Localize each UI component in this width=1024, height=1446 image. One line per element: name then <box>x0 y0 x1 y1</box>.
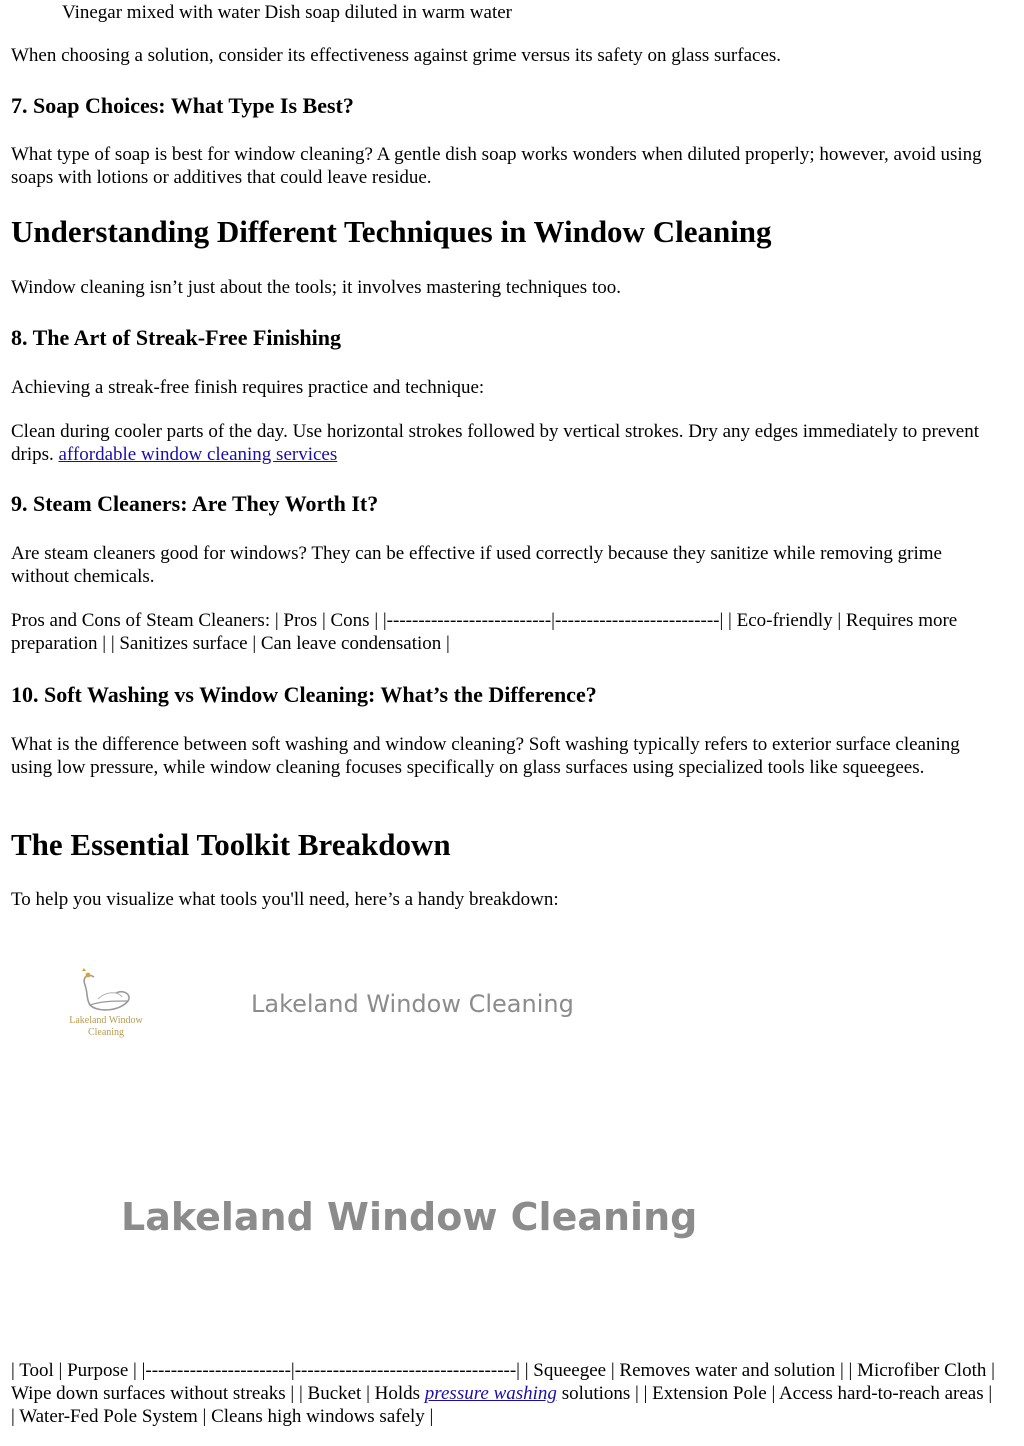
brand-name-large: Lakeland Window Cleaning <box>121 1195 698 1239</box>
paragraph-steam: Are steam cleaners good for windows? They can be effective if used correctly because they sanitize while removing grime without chemicals. <box>11 543 942 587</box>
paragraph-streak-free: Achieving a streak-free finish requires practice and technique: <box>11 377 485 398</box>
affordable-services-link[interactable]: affordable window cleaning services <box>58 444 338 465</box>
tool-table-text-before: | Tool | Purpose | |-----------------------|-----------------------------------| | Squeegee | Removes water and solution | | Microfiber Cloth | Wipe down surfaces without streaks | | Bucket | Holds <box>11 1360 995 1404</box>
heading-soft-washing: 10. Soft Washing vs Window Cleaning: What’s the Difference? <box>11 682 597 707</box>
heading-toolkit: The Essential Toolkit Breakdown <box>11 827 451 862</box>
paragraph-soft-washing: What is the difference between soft washing and window cleaning? Soft washing typically refers to exterior surface cleaning using low pressure, while window cleaning focuses specifically on glass surfaces using specialized tools like squeegees. <box>11 734 960 778</box>
pressure-washing-link[interactable]: pressure washing <box>424 1383 557 1404</box>
tool-table-text-after: solutions | | Extension Pole | Access hard-to-reach areas | | Water-Fed Pole System | Cleans high windows safely | <box>11 1383 993 1427</box>
paragraph-choose-solution: When choosing a solution, consider its effectiveness against grime versus its safety on glass surfaces. <box>11 45 782 66</box>
intro-line: Vinegar mixed with water Dish soap diluted in warm water <box>62 2 512 23</box>
paragraph-pros-cons: Pros and Cons of Steam Cleaners: | Pros | Cons | |--------------------------|--------------------------| | Eco-friendly | Requires more preparation | | Sanitizes surface | Can leave condensation | <box>11 610 958 654</box>
paragraph-tool-table <box>11 1359 1000 1428</box>
heading-techniques: Understanding Different Techniques in Window Cleaning <box>11 214 772 249</box>
heading-streak-free: 8. The Art of Streak-Free Finishing <box>11 325 341 350</box>
heading-steam-cleaners: 9. Steam Cleaners: Are They Worth It? <box>11 491 379 516</box>
swan-logo-graphic <box>58 965 158 1017</box>
logo-caption: Lakeland Window Cleaning <box>69 1015 143 1038</box>
paragraph-clean-tips <box>11 420 1000 466</box>
paragraph-techniques: Window cleaning isn’t just about the tools; it involves mastering techniques too. <box>11 277 621 298</box>
brand-name-small: Lakeland Window Cleaning <box>251 990 574 1018</box>
heading-soap-choices: 7. Soap Choices: What Type Is Best? <box>11 93 354 118</box>
clean-tips-text: Clean during cooler parts of the day. Use horizontal strokes followed by vertical strokes. Dry any edges immediately to prevent drips. <box>11 421 980 465</box>
paragraph-toolkit: To help you visualize what tools you'll need, here’s a handy breakdown: <box>11 889 559 910</box>
paragraph-soap: What type of soap is best for window cleaning? A gentle dish soap works wonders when diluted properly; however, avoid using soaps with lotions or additives that could leave residue. <box>11 144 982 188</box>
